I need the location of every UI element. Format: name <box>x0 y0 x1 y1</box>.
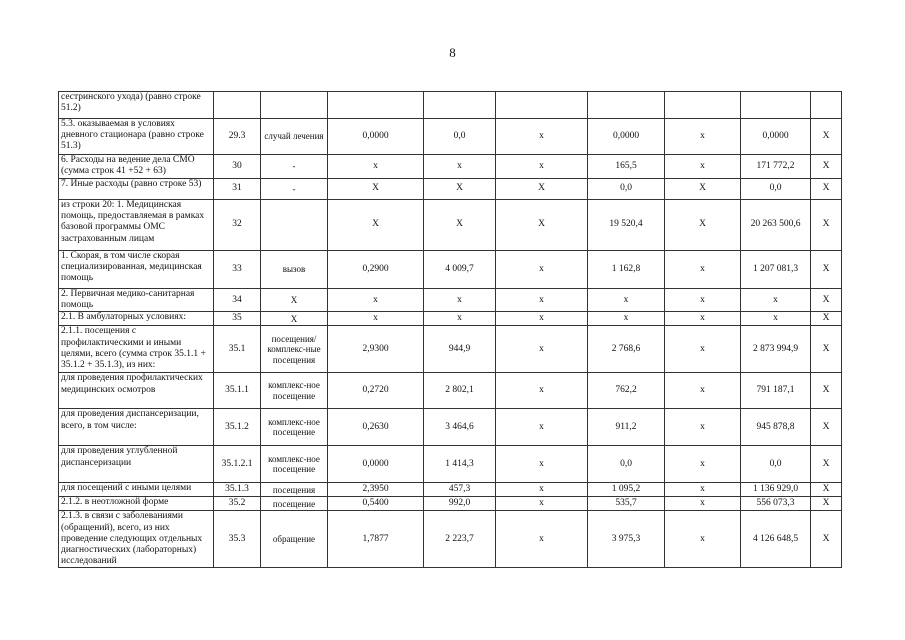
row-value-7-cell: 762,2 <box>588 373 665 409</box>
row-value-4-cell: Х <box>328 179 424 200</box>
row-unit-cell: случай лечения <box>261 119 328 155</box>
row-value-9-cell: 20 263 500,6 <box>741 200 811 251</box>
row-value-8-cell: Х <box>665 200 741 251</box>
row-value-10-cell: Х <box>811 511 842 568</box>
row-value-4-cell: х <box>328 155 424 179</box>
row-value-7-cell: 1 162,8 <box>588 251 665 289</box>
row-value-10-cell: Х <box>811 289 842 312</box>
row-value-10-cell: Х <box>811 446 842 483</box>
row-value-6-cell: х <box>496 446 588 483</box>
row-name-cell: 1. Скорая, в том числе скорая специализированная, медицинская помощь <box>59 251 214 289</box>
row-value-8-cell: х <box>665 251 741 289</box>
row-value-7-cell: 0,0 <box>588 179 665 200</box>
page-number: 8 <box>449 45 456 60</box>
row-code-cell: 35 <box>214 312 261 326</box>
row-code-cell: 35.1.2 <box>214 409 261 446</box>
row-value-5-cell <box>424 92 496 119</box>
row-value-8-cell: х <box>665 446 741 483</box>
row-value-5-cell: 2 802,1 <box>424 373 496 409</box>
data-table <box>58 91 842 568</box>
row-value-5-cell: х <box>424 289 496 312</box>
row-value-10-cell: Х <box>811 119 842 155</box>
row-value-4-cell: 1,7877 <box>328 511 424 568</box>
row-value-8-cell: х <box>665 289 741 312</box>
row-value-6-cell: х <box>496 373 588 409</box>
row-value-8-cell: х <box>665 373 741 409</box>
table-row <box>59 511 842 568</box>
row-value-6-cell: х <box>496 155 588 179</box>
row-value-9-cell: 945 878,8 <box>741 409 811 446</box>
table-row <box>59 409 842 446</box>
row-name-cell: 6. Расходы на ведение дела СМО (сумма строк 41 +52 + 63) <box>59 155 214 179</box>
row-value-4-cell: 2,3950 <box>328 483 424 497</box>
row-unit-cell: - <box>261 155 328 179</box>
row-value-10-cell: Х <box>811 179 842 200</box>
row-value-4-cell: 0,2630 <box>328 409 424 446</box>
row-value-5-cell: х <box>424 312 496 326</box>
row-code-cell: 35.3 <box>214 511 261 568</box>
row-name-cell: для проведения профилактических медицинских осмотров <box>59 373 214 409</box>
row-value-6-cell <box>496 92 588 119</box>
row-value-6-cell: х <box>496 497 588 511</box>
row-value-9-cell: 791 187,1 <box>741 373 811 409</box>
row-code-cell: 30 <box>214 155 261 179</box>
row-value-4-cell: х <box>328 312 424 326</box>
row-value-10-cell: Х <box>811 251 842 289</box>
row-value-5-cell: х <box>424 155 496 179</box>
row-value-9-cell: 0,0 <box>741 179 811 200</box>
row-unit-cell: обращение <box>261 511 328 568</box>
row-value-6-cell: х <box>496 409 588 446</box>
row-value-5-cell: 4 009,7 <box>424 251 496 289</box>
row-name-cell: 2.1.1. посещения с профилактическими и иными целями, всего (сумма строк 35.1.1 + 35.1.2 + 35.1.3), из них: <box>59 326 214 373</box>
row-value-4-cell: 0,5400 <box>328 497 424 511</box>
row-value-6-cell: Х <box>496 179 588 200</box>
row-value-9-cell: х <box>741 312 811 326</box>
row-code-cell: 35.1.3 <box>214 483 261 497</box>
row-name-cell: 2. Первичная медико-санитарная помощь <box>59 289 214 312</box>
row-value-8-cell: х <box>665 326 741 373</box>
row-value-4-cell: 2,9300 <box>328 326 424 373</box>
row-unit-cell <box>261 200 328 251</box>
row-value-7-cell: 3 975,3 <box>588 511 665 568</box>
row-value-7-cell: 535,7 <box>588 497 665 511</box>
row-code-cell: 35.1 <box>214 326 261 373</box>
row-value-6-cell: х <box>496 251 588 289</box>
row-value-10-cell: Х <box>811 312 842 326</box>
table-row <box>59 251 842 289</box>
row-unit-cell: вызов <box>261 251 328 289</box>
row-value-10-cell <box>811 92 842 119</box>
row-value-5-cell: 1 414,3 <box>424 446 496 483</box>
row-value-7-cell: 1 095,2 <box>588 483 665 497</box>
row-name-cell: для посещений с иными целями <box>59 483 214 497</box>
row-value-8-cell: х <box>665 312 741 326</box>
row-name-cell: для проведения диспансеризации, всего, в том числе: <box>59 409 214 446</box>
row-value-4-cell: 0,0000 <box>328 119 424 155</box>
row-value-6-cell: х <box>496 511 588 568</box>
table-row <box>59 92 842 119</box>
row-value-5-cell: 0,0 <box>424 119 496 155</box>
row-name-cell: 2.1. В амбулаторных условиях: <box>59 312 214 326</box>
row-value-7-cell: 165,5 <box>588 155 665 179</box>
row-value-8-cell: х <box>665 119 741 155</box>
row-value-9-cell: 0,0 <box>741 446 811 483</box>
row-code-cell <box>214 92 261 119</box>
row-value-6-cell: х <box>496 326 588 373</box>
row-value-10-cell: Х <box>811 483 842 497</box>
row-code-cell: 33 <box>214 251 261 289</box>
row-unit-cell: комплекс-ное посещение <box>261 373 328 409</box>
row-value-5-cell: 992,0 <box>424 497 496 511</box>
row-value-4-cell: 0,2720 <box>328 373 424 409</box>
row-unit-cell: Х <box>261 289 328 312</box>
row-value-7-cell: 911,2 <box>588 409 665 446</box>
row-value-9-cell: х <box>741 289 811 312</box>
row-value-8-cell: х <box>665 483 741 497</box>
row-unit-cell: посещения <box>261 483 328 497</box>
row-value-8-cell: Х <box>665 179 741 200</box>
row-code-cell: 29.3 <box>214 119 261 155</box>
row-value-5-cell: Х <box>424 200 496 251</box>
row-value-7-cell <box>588 92 665 119</box>
row-unit-cell: посещения/ комплекс-ные посещения <box>261 326 328 373</box>
row-value-8-cell <box>665 92 741 119</box>
row-value-4-cell: х <box>328 289 424 312</box>
row-value-9-cell: 4 126 648,5 <box>741 511 811 568</box>
row-name-cell: 2.1.3. в связи с заболеваниями (обращений), всего, из них проведение следующих отдельных диагностических (лабораторных) исследований <box>59 511 214 568</box>
row-value-6-cell: х <box>496 483 588 497</box>
table-row <box>59 312 842 326</box>
row-value-8-cell: х <box>665 497 741 511</box>
row-value-8-cell: х <box>665 409 741 446</box>
row-value-9-cell: 0,0000 <box>741 119 811 155</box>
table-row <box>59 497 842 511</box>
row-name-cell: 2.1.2. в неотложной форме <box>59 497 214 511</box>
row-value-7-cell: х <box>588 312 665 326</box>
row-value-9-cell: 171 772,2 <box>741 155 811 179</box>
row-unit-cell: комплекс-ное посещение <box>261 446 328 483</box>
row-code-cell: 35.1.2.1 <box>214 446 261 483</box>
row-value-10-cell: Х <box>811 373 842 409</box>
row-code-cell: 35.1.1 <box>214 373 261 409</box>
row-code-cell: 34 <box>214 289 261 312</box>
row-value-10-cell: Х <box>811 497 842 511</box>
row-value-5-cell: Х <box>424 179 496 200</box>
row-unit-cell: - <box>261 179 328 200</box>
row-value-9-cell: 556 073,3 <box>741 497 811 511</box>
row-value-4-cell <box>328 92 424 119</box>
row-code-cell: 31 <box>214 179 261 200</box>
row-value-4-cell: 0,0000 <box>328 446 424 483</box>
row-code-cell: 35.2 <box>214 497 261 511</box>
row-name-cell: 7. Иные расходы (равно строке 53) <box>59 179 214 200</box>
table-row <box>59 373 842 409</box>
row-unit-cell: комплекс-ное посещение <box>261 409 328 446</box>
row-value-6-cell: х <box>496 312 588 326</box>
table-row <box>59 326 842 373</box>
row-unit-cell: посещение <box>261 497 328 511</box>
row-value-10-cell: Х <box>811 200 842 251</box>
table-row <box>59 119 842 155</box>
row-value-7-cell: 0,0000 <box>588 119 665 155</box>
row-value-6-cell: х <box>496 289 588 312</box>
row-value-8-cell: х <box>665 155 741 179</box>
table-row <box>59 200 842 251</box>
row-value-9-cell: 1 136 929,0 <box>741 483 811 497</box>
row-value-10-cell: Х <box>811 155 842 179</box>
table-row <box>59 289 842 312</box>
row-value-6-cell: х <box>496 119 588 155</box>
row-value-5-cell: 2 223,7 <box>424 511 496 568</box>
row-value-7-cell: 0,0 <box>588 446 665 483</box>
row-value-10-cell: Х <box>811 409 842 446</box>
row-value-10-cell: Х <box>811 326 842 373</box>
row-code-cell: 32 <box>214 200 261 251</box>
row-value-6-cell: Х <box>496 200 588 251</box>
table-row <box>59 179 842 200</box>
table-row <box>59 155 842 179</box>
row-value-9-cell <box>741 92 811 119</box>
row-value-7-cell: 2 768,6 <box>588 326 665 373</box>
row-value-4-cell: 0,2900 <box>328 251 424 289</box>
table-row <box>59 446 842 483</box>
row-value-5-cell: 3 464,6 <box>424 409 496 446</box>
row-unit-cell <box>261 92 328 119</box>
row-value-9-cell: 1 207 081,3 <box>741 251 811 289</box>
row-value-7-cell: 19 520,4 <box>588 200 665 251</box>
row-value-9-cell: 2 873 994,9 <box>741 326 811 373</box>
row-unit-cell: Х <box>261 312 328 326</box>
row-name-cell: сестринского ухода) (равно строке 51.2) <box>59 92 214 119</box>
row-name-cell: 5.3. оказываемая в условиях дневного стационара (равно строке 51.3) <box>59 119 214 155</box>
row-value-5-cell: 944,9 <box>424 326 496 373</box>
row-value-7-cell: х <box>588 289 665 312</box>
row-value-8-cell: х <box>665 511 741 568</box>
table-row <box>59 483 842 497</box>
row-name-cell: для проведения углубленной диспансеризации <box>59 446 214 483</box>
row-name-cell: из строки 20: 1. Медицинская помощь, предоставляемая в рамках базовой программы ОМС застрахованным лицам <box>59 200 214 251</box>
row-value-5-cell: 457,3 <box>424 483 496 497</box>
row-value-4-cell: Х <box>328 200 424 251</box>
